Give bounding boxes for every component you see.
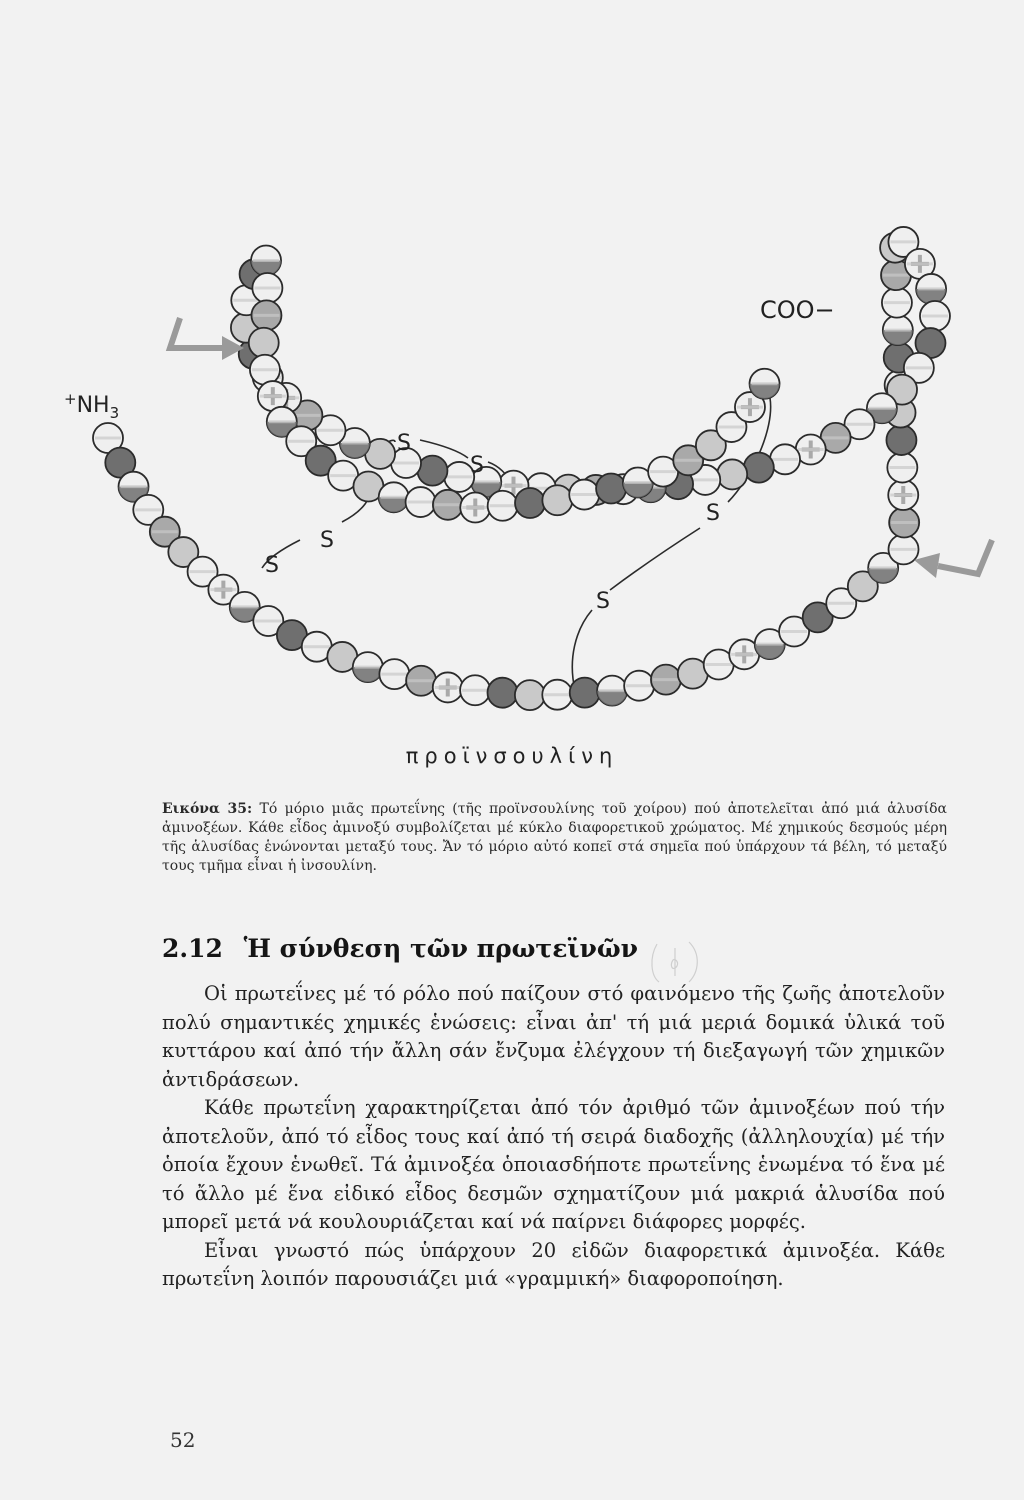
cleavage-arrow-right xyxy=(938,540,992,574)
figure-caption xyxy=(162,800,947,876)
figure-title: προϊνσουλίνη xyxy=(405,744,619,768)
amino-acid-bead xyxy=(406,666,436,696)
amino-acid-bead xyxy=(487,678,517,708)
c-terminus-label: COO− xyxy=(760,296,835,324)
amino-acid-bead xyxy=(433,672,463,702)
amino-acid-bead xyxy=(252,273,282,303)
sulfur-label: S xyxy=(320,528,334,553)
caption-text: Τό μόριο μιᾶς πρωτεΐνης (τῆς προϊνσουλίνης τοῦ χοίρου) πού ἀποτελεῖται ἀπό μιά ἁλυσίδα ἀμινοξέων. Κάθε εἶδος ἀμινοξύ συμβολίζεται μέ κύκλο διαφορετικοῦ χρώματος. Μέ χημικούς δεσμούς μέρη τῆς ἁλυσίδας ἑνώνονται μεταξύ τους. Ἄν τό μόριο αὐτό κοπεῖ στά σημεῖα πού ὑπάρχουν τά βέλη, τό μεταξύ τους τμῆμα εἶναι ἡ ἰνσουλίνη. xyxy=(162,801,947,874)
amino-acid-bead xyxy=(889,534,919,564)
amino-acid-bead xyxy=(379,659,409,689)
amino-acid-bead xyxy=(596,474,626,504)
amino-acid-bead xyxy=(883,315,913,345)
amino-acid-bead xyxy=(353,652,383,682)
amino-acid-bead xyxy=(916,274,946,304)
amino-acid-bead xyxy=(569,480,599,510)
sulfur-label: S xyxy=(470,453,484,478)
amino-acid-bead xyxy=(750,369,780,399)
section-title: Ἡ σύνθεση τῶν πρωτεϊνῶν xyxy=(243,934,638,963)
amino-acid-bead xyxy=(460,675,490,705)
amino-acid-bead xyxy=(515,488,545,518)
amino-acid-bead xyxy=(570,678,600,708)
amino-acid-bead xyxy=(886,425,916,455)
paragraph: Κάθε πρωτεΐνη χαρακτηρίζεται ἀπό τόν ἀριθμό τῶν ἀμινοξέων πού τήν ἀποτελοῦν, ἀπό τό εἶδος τους καί ἀπό τή σειρά διαδοχῆς (ἀλληλουχία) μέ τήν ὁποία ἔχουν ἑνωθεῖ. Τά ἀμινοξέα ὁποιασδήποτε πρωτεΐνης ἑνωμένα τό ἕνα μέ τό ἄλλο μέ ἕνα εἰδικό εἶδος δεσμῶν σχηματίζουν μιά μακριά ἁλυσίδα πού μπορεῖ μετά νά κουλουριάζεται καί νά παίρνει διάφορες μορφές. xyxy=(162,1096,945,1233)
amino-acid-bead xyxy=(417,456,447,486)
amino-acid-bead xyxy=(250,355,280,385)
amino-acid-bead xyxy=(406,487,436,517)
amino-acid-bead xyxy=(542,680,572,710)
amino-acid-bead xyxy=(251,300,281,330)
paragraph: Εἶναι γνωστό πώς ὑπάρχουν 20 εἰδῶν διαφορετικά ἀμινοξέα. Κάθε πρωτεΐνη λοιπόν παρουσιάζει μιά «γραμμική» διαφοροποίηση. xyxy=(162,1238,945,1290)
amino-acid-bead xyxy=(379,482,409,512)
amino-acid-bead xyxy=(624,671,654,701)
page-number: 52 xyxy=(170,1428,196,1452)
amino-acid-bead xyxy=(888,480,918,510)
body-text xyxy=(162,980,945,1294)
amino-acid-bead xyxy=(249,328,279,358)
caption-label: Εικόνα 35: xyxy=(162,801,253,817)
paragraph: Οἱ πρωτεΐνες μέ τό ρόλο πού παίζουν στό φαινόμενο τῆς ζωῆς ἀποτελοῦν πολύ σημαντικές χημικές ἑνώσεις: εἶναι ἀπ' τή μιά μεριά δομικά ὑλικά τοῦ κυττάρου καί ἀπό τήν ἄλλη σάν ἔνζυμα ἐλέγχουν τή διεξαγωγή τῶν χημικῶν ἀντιδράσεων. xyxy=(162,982,945,1091)
proinsulin-figure xyxy=(0,0,1024,740)
section-heading xyxy=(162,934,638,963)
cleavage-arrow-left xyxy=(170,318,222,348)
amino-acid-bead xyxy=(889,508,919,538)
amino-acid-bead xyxy=(488,491,518,521)
sulfur-label: S xyxy=(397,431,411,456)
amino-acid-bead xyxy=(651,665,681,695)
amino-acid-bead xyxy=(460,493,490,523)
arrow-head-right xyxy=(914,553,940,578)
amino-acid-bead xyxy=(433,490,463,520)
amino-acid-bead xyxy=(542,485,572,515)
sulfur-label: S xyxy=(596,589,610,614)
amino-acid-bead xyxy=(744,453,774,483)
amino-acid-bead xyxy=(717,459,747,489)
amino-acid-bead xyxy=(882,288,912,318)
section-number: 2.12 xyxy=(162,934,223,963)
amino-acid-bead xyxy=(887,453,917,483)
amino-acid-bead xyxy=(515,680,545,710)
amino-acid-bead xyxy=(920,301,950,331)
amino-acid-bead xyxy=(597,676,627,706)
amino-acid-bead xyxy=(251,246,281,276)
sulfur-label: S xyxy=(265,553,279,578)
pencil-mark xyxy=(645,940,705,985)
sulfur-label: S xyxy=(706,501,720,526)
n-terminus-label: $^+NH_3$ xyxy=(64,390,120,422)
